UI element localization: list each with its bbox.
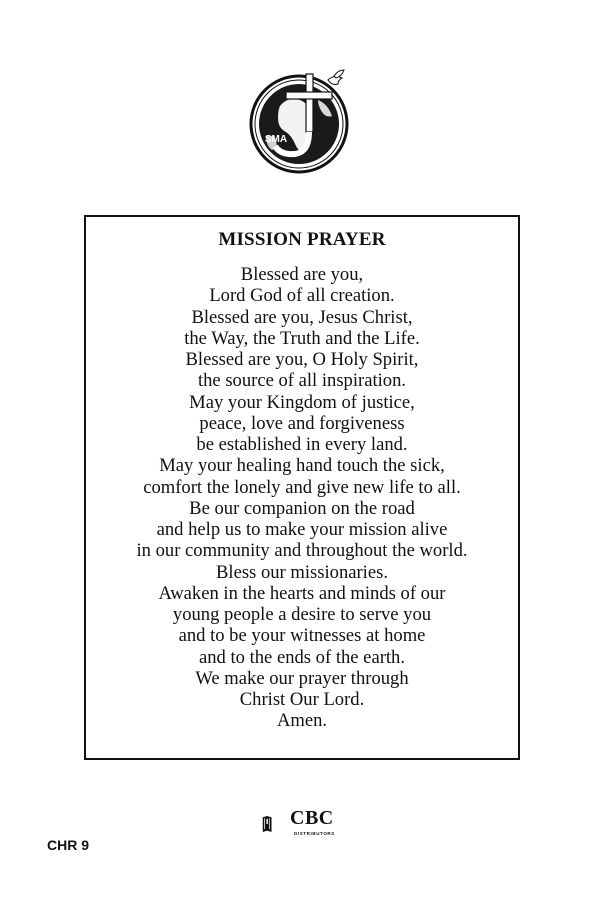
- prayer-line: Be our companion on the road: [189, 497, 415, 519]
- prayer-line: the Way, the Truth and the Life.: [184, 327, 420, 349]
- prayer-line: Amen.: [276, 710, 328, 732]
- prayer-line: Blessed are you,: [240, 264, 364, 285]
- prayer-line: Awaken in the hearts and minds of our: [158, 582, 446, 604]
- prayer-line: Christ Our Lord.: [239, 689, 365, 710]
- prayer-title: MISSION PRAYER: [218, 229, 386, 250]
- publisher-subtitle: DISTRIBUTORS: [294, 831, 335, 836]
- prayer-line: Bless our missionaries.: [216, 561, 388, 583]
- prayer-line: We make our prayer through: [195, 667, 409, 689]
- prayer-box: [84, 215, 520, 760]
- prayer-line: the source of all inspiration.: [197, 370, 407, 392]
- prayer-text: [86, 264, 518, 732]
- prayer-line: and help us to make your mission alive: [156, 519, 448, 540]
- prayer-line: in our community and throughout the world.: [136, 540, 468, 562]
- prayer-line: and to the ends of the earth.: [198, 646, 405, 668]
- prayer-line: May your healing hand touch the sick,: [159, 455, 445, 477]
- prayer-line: Blessed are you, Jesus Christ,: [191, 306, 413, 328]
- sma-logo-text: SMA: [264, 134, 288, 145]
- product-code: CHR 9: [47, 837, 90, 853]
- prayer-line: May your Kingdom of justice,: [189, 391, 415, 413]
- book-icon: [262, 800, 292, 848]
- prayer-line: comfort the lonely and give new life to all.: [143, 476, 461, 498]
- prayer-line: young people a desire to serve you: [172, 604, 432, 625]
- prayer-line: be established in every land.: [196, 434, 408, 455]
- publisher-name: CBC: [290, 807, 334, 829]
- prayer-line: peace, love and forgiveness: [199, 412, 405, 434]
- sma-logo: [246, 66, 356, 178]
- prayer-line: Blessed are you, O Holy Spirit,: [185, 349, 419, 370]
- prayer-line: and to be your witnesses at home: [178, 625, 426, 647]
- prayer-line: Lord God of all creation.: [209, 285, 395, 307]
